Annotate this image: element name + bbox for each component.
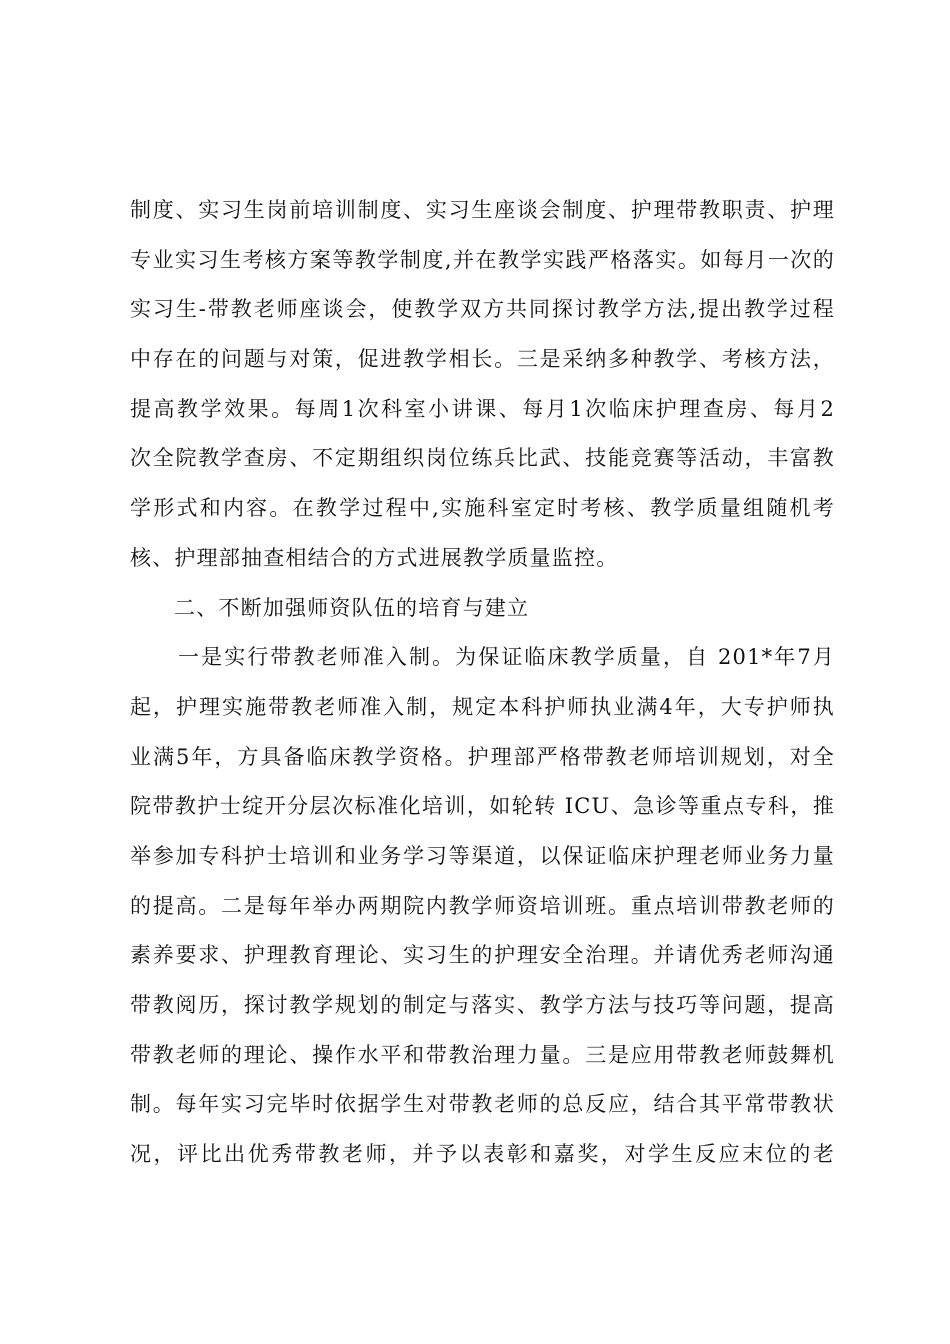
- text-line: 一是实行带教老师准入制。为保证临床教学质量，自 201*年7月: [178, 645, 835, 670]
- document-body: [130, 186, 835, 1180]
- section-heading: 二、不断加强师资队伍的培育与建立: [174, 595, 530, 620]
- text-line: 起，护理实施带教老师准入制，规定本科护师执业满4年，大专护师执: [130, 694, 835, 719]
- text-line: 核、护理部抽查相结合的方式进展教学质量监控。: [130, 545, 619, 570]
- text-line: 中存在的问题与对策，促进教学相长。三是采纳多种教学、考核方法，: [130, 347, 835, 372]
- text-line: 专业实习生考核方案等教学制度,并在教学实践严格落实。如每月一次的: [130, 247, 835, 272]
- text-line: 举参加专科护士培训和业务学习等渠道，以保证临床护理老师业务力量: [130, 843, 835, 868]
- text-line: 的提高。二是每年举办两期院内教学师资培训班。重点培训带教老师的: [130, 893, 835, 918]
- text-line: 带教阅历，探讨教学规划的制定与落实、教学方法与技巧等问题，提高: [130, 993, 835, 1017]
- text-line: 制。每年实习完毕时依据学生对带教老师的总反应，结合其平常带教状: [130, 1092, 835, 1117]
- text-line: 实习生-带教老师座谈会，使教学双方共同探讨教学方法,提出教学过程: [130, 297, 835, 322]
- text-line: 业满5年，方具备临床教学资格。护理部严格带教老师培训规划，对全: [130, 744, 835, 769]
- text-line: 提高教学效果。每周1次科室小讲课、每月1次临床护理查房、每月2: [130, 396, 835, 421]
- text-line: 次全院教学查房、不定期组织岗位练兵比武、技能竞赛等活动，丰富教: [130, 446, 835, 471]
- text-line: 院带教护士绽开分层次标准化培训，如轮转 ICU、急诊等重点专科，推: [130, 794, 835, 819]
- text-line: 带教老师的理论、操作水平和带教治理力量。三是应用带教老师鼓舞机: [130, 1042, 835, 1067]
- text-line: 制度、实习生岗前培训制度、实习生座谈会制度、护理带教职责、护理: [130, 198, 835, 222]
- text-line: 况，评比出优秀带教老师，并予以表彰和嘉奖，对学生反应末位的老: [130, 1142, 835, 1167]
- text-line: 素养要求、护理教育理论、实习生的护理安全治理。并请优秀老师沟通: [130, 943, 835, 968]
- text-line: 学形式和内容。在教学过程中,实施科室定时考核、教学质量组随机考: [130, 496, 835, 521]
